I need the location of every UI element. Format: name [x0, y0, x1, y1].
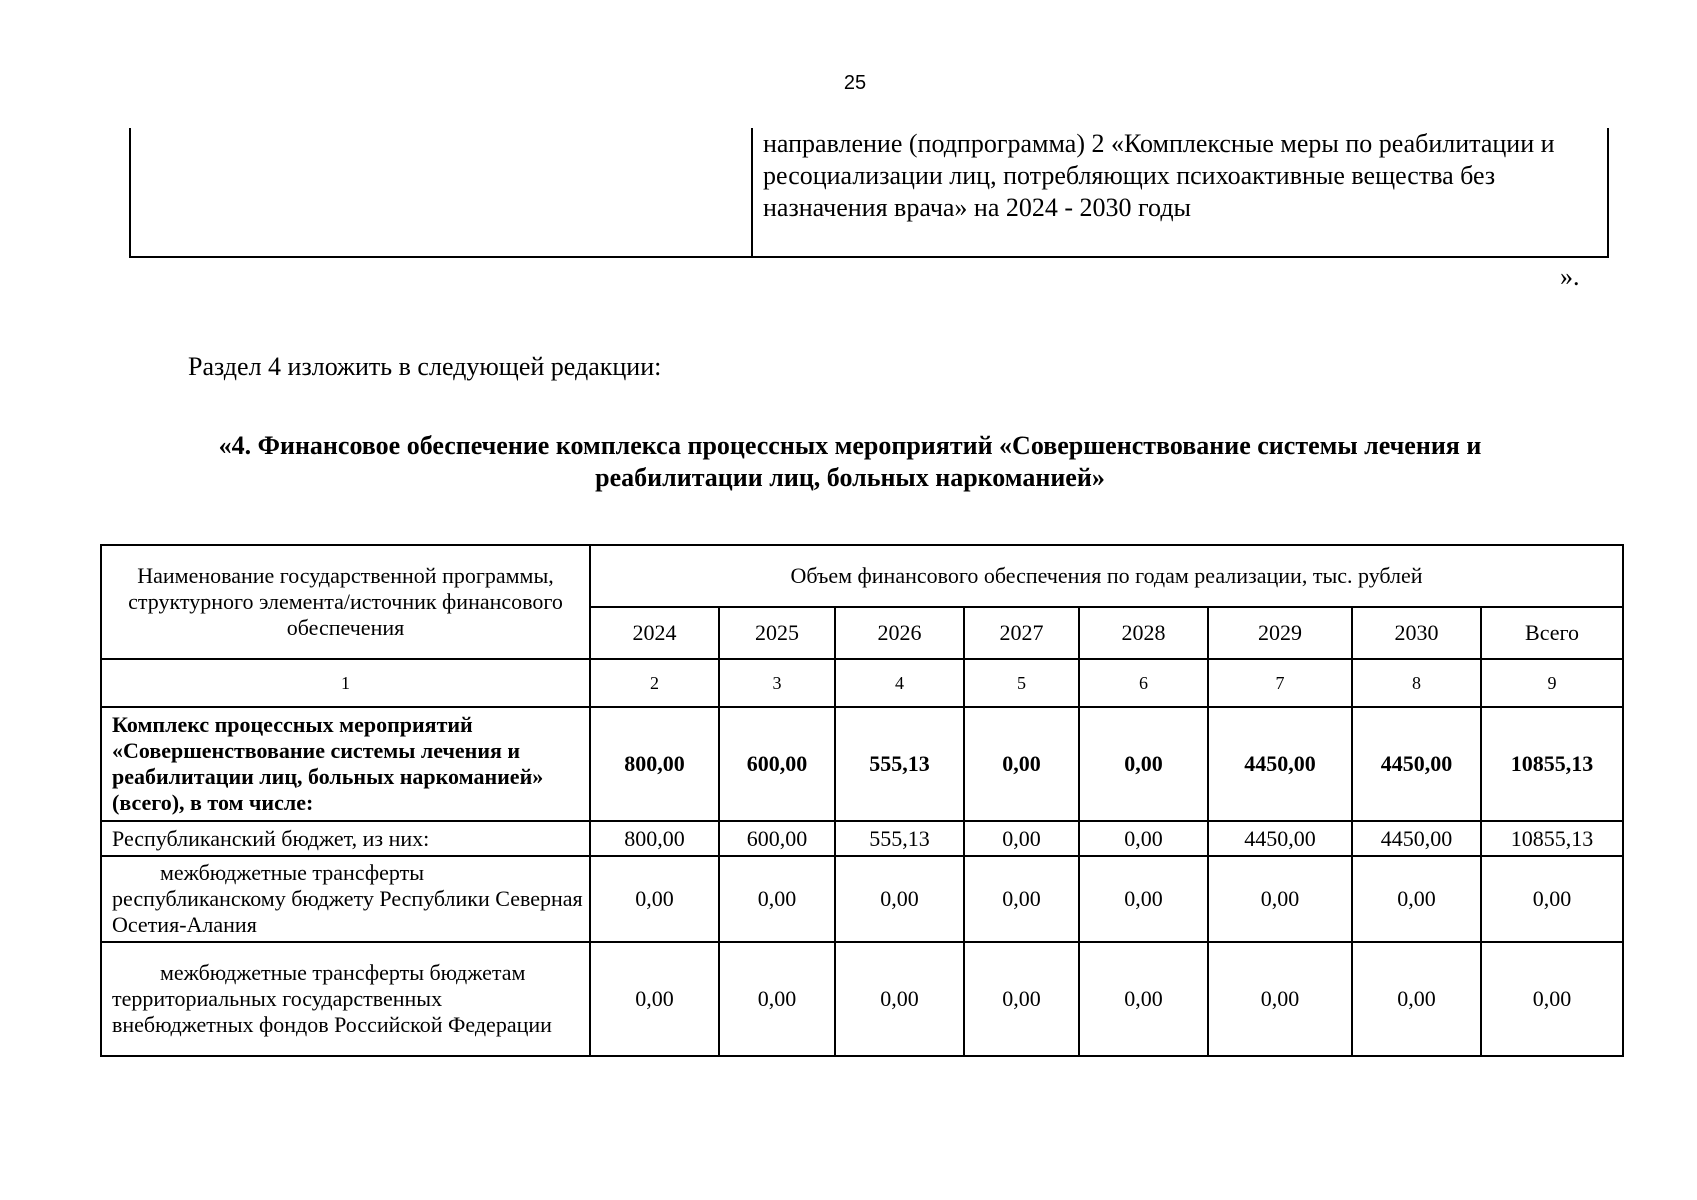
value-cell: 0,00: [1079, 856, 1208, 942]
year-header: 2029: [1208, 607, 1352, 659]
value-cell: 555,13: [835, 707, 964, 821]
value-cell: 4450,00: [1352, 707, 1481, 821]
value-cell: 0,00: [719, 942, 835, 1056]
closing-quote: ».: [1560, 262, 1580, 291]
financing-table: [100, 544, 1624, 1057]
value-cell: 0,00: [1079, 707, 1208, 821]
section-title: [150, 430, 1550, 494]
section-title-line-2: реабилитации лиц, больных наркоманией»: [595, 463, 1105, 492]
value-cell: 800,00: [590, 821, 719, 856]
value-cell: 4450,00: [1208, 821, 1352, 856]
table-row-total: [101, 707, 1623, 821]
value-cell: 0,00: [1481, 942, 1623, 1056]
header-row-1: [101, 545, 1623, 607]
column-index-row: [101, 659, 1623, 707]
table-row-republic-budget: [101, 821, 1623, 856]
column-index: 3: [719, 659, 835, 707]
year-header: 2026: [835, 607, 964, 659]
row-name: межбюджетные трансферты республиканскому бюджету Республики Северная Осетия-Алания: [101, 856, 590, 942]
value-cell: 0,00: [1208, 856, 1352, 942]
subprogram-text: направление (подпрограмма) 2 «Комплексные меры по реабилитации и ресоциализации лиц, потребляющих психоактивные вещества без назначения врача» на 2024 - 2030 годы: [763, 129, 1555, 222]
column-index: 6: [1079, 659, 1208, 707]
year-header: 2025: [719, 607, 835, 659]
year-header: 2024: [590, 607, 719, 659]
value-cell: 0,00: [964, 821, 1079, 856]
value-cell: 4450,00: [1352, 821, 1481, 856]
year-header: 2028: [1079, 607, 1208, 659]
value-cell: 0,00: [1208, 942, 1352, 1056]
table-row-transfers-funds: [101, 942, 1623, 1056]
previous-table-fragment: [129, 128, 1609, 258]
column-divider: [751, 128, 753, 256]
value-cell: 0,00: [964, 942, 1079, 1056]
value-cell: 600,00: [719, 707, 835, 821]
value-cell: 555,13: [835, 821, 964, 856]
page-number: 25: [843, 72, 867, 94]
section-title-line-1: «4. Финансовое обеспечение комплекса процессных мероприятий «Совершенствование системы лечения и: [218, 431, 1482, 460]
volume-header: Объем финансового обеспечения по годам реализации, тыс. рублей: [590, 545, 1623, 607]
row-name: Комплекс процессных мероприятий «Совершенствование системы лечения и реабилитации лиц, больных наркоманией» (всего), в том числе:: [101, 707, 590, 821]
table-row-transfers-republic: [101, 856, 1623, 942]
value-cell: 800,00: [590, 707, 719, 821]
total-header: Всего: [1481, 607, 1623, 659]
column-index: 1: [101, 659, 590, 707]
year-header: 2027: [964, 607, 1079, 659]
value-cell: 0,00: [1079, 821, 1208, 856]
column-index: 2: [590, 659, 719, 707]
column-index: 9: [1481, 659, 1623, 707]
value-cell: 0,00: [590, 856, 719, 942]
column-index: 8: [1352, 659, 1481, 707]
value-cell: 0,00: [835, 856, 964, 942]
value-cell: 0,00: [1079, 942, 1208, 1056]
value-cell: 0,00: [719, 856, 835, 942]
row-name: Республиканский бюджет, из них:: [101, 821, 590, 856]
year-header: 2030: [1352, 607, 1481, 659]
value-cell: 0,00: [1352, 942, 1481, 1056]
column-index: 7: [1208, 659, 1352, 707]
value-cell: 0,00: [835, 942, 964, 1056]
value-cell: 0,00: [964, 856, 1079, 942]
value-cell: 0,00: [1352, 856, 1481, 942]
intro-paragraph: Раздел 4 изложить в следующей редакции:: [188, 352, 662, 381]
value-cell: 4450,00: [1208, 707, 1352, 821]
column-index: 5: [964, 659, 1079, 707]
value-cell: 600,00: [719, 821, 835, 856]
name-header: Наименование государственной программы, структурного элемента/источник финансового обеспечения: [101, 545, 590, 659]
column-index: 4: [835, 659, 964, 707]
value-cell: 0,00: [590, 942, 719, 1056]
value-cell: 10855,13: [1481, 707, 1623, 821]
row-name: межбюджетные трансферты бюджетам территориальных государственных внебюджетных фондов Российской Федерации: [101, 942, 590, 1056]
value-cell: 0,00: [964, 707, 1079, 821]
value-cell: 10855,13: [1481, 821, 1623, 856]
value-cell: 0,00: [1481, 856, 1623, 942]
